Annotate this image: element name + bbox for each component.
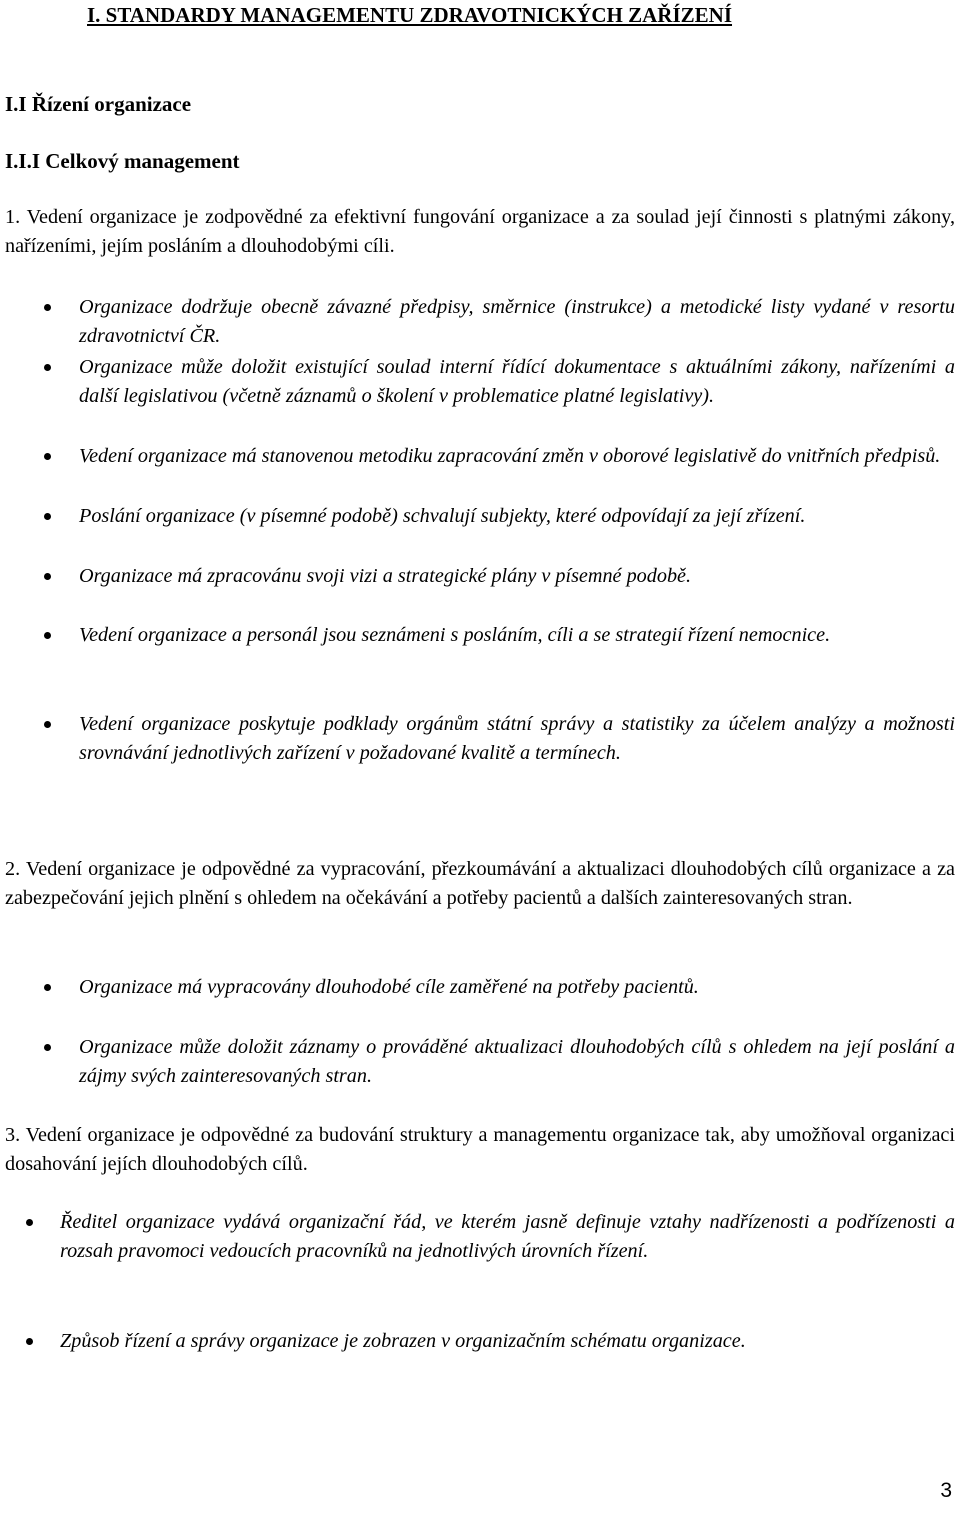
list-item-text: Vedení organizace a personál jsou seznámeni s posláním, cíli a se strategií řízení nemocnice. — [79, 624, 831, 646]
bullet-icon — [44, 364, 51, 371]
list-item-text: Organizace dodržuje obecně závazné předpisy, směrnice (instrukce) a metodické listy vydané v resortu zdravotnictví ČR. — [79, 296, 955, 347]
section-heading: I.I Řízení organizace — [5, 92, 192, 116]
bullet-icon — [44, 984, 51, 991]
bullet-icon — [44, 632, 51, 639]
list-item-text: Organizace může doložit záznamy o prováděné aktualizaci dlouhodobých cílů s ohledem na její poslání a zájmy svých zainteresovaných stran. — [79, 1036, 955, 1087]
list-item-text: Způsob řízení a správy organizace je zobrazen v organizačním schématu organizace. — [60, 1330, 746, 1352]
bullet-icon — [26, 1219, 33, 1226]
bullet-icon — [44, 304, 51, 311]
list-item-text: Vedení organizace poskytuje podklady orgánům státní správy a statistiky za účelem analýzy a možnosti srovnávání jednotlivých zařízení v požadované kvalitě a termínech. — [79, 713, 955, 764]
numbered-paragraph-2: 2. Vedení organizace je odpovědné za vypracování, přezkoumávání a aktualizaci dlouhodobých cílů organizace a za zabezpečování jejich plnění s ohledem na očekávání a potřeby pacientů a dalších zainteresovaných stran. — [5, 858, 955, 909]
list-item-text: Organizace má zpracovánu svoji vizi a strategické plány v písemné podobě. — [79, 565, 692, 587]
bullet-icon — [44, 513, 51, 520]
numbered-paragraph-1: 1. Vedení organizace je zodpovědné za efektivní fungování organizace a za soulad její činnosti s platnými zákony, nařízeními, jejím posláním a dlouhodobými cíli. — [5, 206, 955, 257]
list-item-text: Vedení organizace má stanovenou metodiku zapracování změn v oborové legislativě do vnitřních předpisů. — [79, 445, 941, 467]
list-item-text: Organizace může doložit existující soulad interní řídící dokumentace s aktuálními zákony, nařízeními a další legislativou (včetně záznamů o školení v problematice platné legislativy). — [79, 356, 955, 407]
bullet-icon — [44, 721, 51, 728]
bullet-icon — [44, 453, 51, 460]
list-item-text: Organizace má vypracovány dlouhodobé cíle zaměřené na potřeby pacientů. — [79, 976, 699, 998]
document-title: I. STANDARDY MANAGEMENTU ZDRAVOTNICKÝCH ZAŘÍZENÍ — [87, 3, 733, 27]
bullet-icon — [44, 1044, 51, 1051]
numbered-paragraph-3: 3. Vedení organizace je odpovědné za budování struktury a managementu organizace tak, aby umožňoval organizaci dosahování jejích dlouhodobých cílů. — [5, 1124, 955, 1175]
bullet-icon — [26, 1338, 33, 1345]
bullet-icon — [44, 573, 51, 580]
page-number: 3 — [940, 1479, 952, 1502]
list-item-text: Ředitel organizace vydává organizační řád, ve kterém jasně definuje vztahy nadřízenosti a podřízenosti a rozsah pravomoci vedoucích pracovníků na jednotlivých úrovních řízení. — [60, 1211, 955, 1262]
list-item-text: Poslání organizace (v písemné podobě) schvalují subjekty, které odpovídají za její zřízení. — [79, 505, 806, 527]
subsection-heading: I.I.I Celkový management — [5, 149, 240, 173]
